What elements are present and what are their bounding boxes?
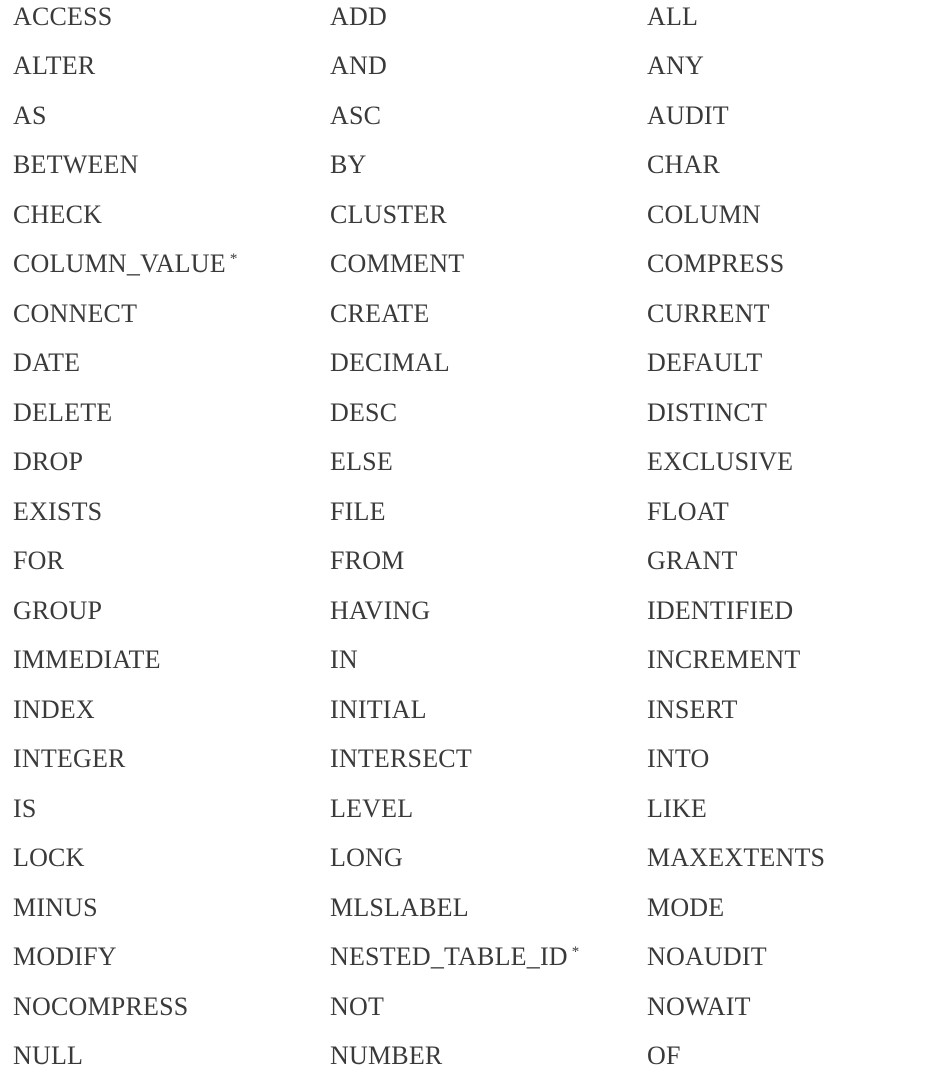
reserved-word: INTO xyxy=(647,744,709,773)
reserved-word: COLUMN_VALUE xyxy=(13,249,226,278)
word-row xyxy=(13,982,923,1032)
reserved-word-cell xyxy=(330,438,647,488)
reserved-word: NESTED_TABLE_ID xyxy=(330,942,568,971)
reserved-word: LONG xyxy=(330,843,403,872)
word-row xyxy=(13,240,923,290)
reserved-word: DATE xyxy=(13,348,80,377)
reserved-words-table xyxy=(13,0,923,1081)
reserved-word: INSERT xyxy=(647,695,738,724)
reserved-word-cell xyxy=(13,388,330,438)
reserved-word: NOCOMPRESS xyxy=(13,992,188,1021)
reserved-word: FOR xyxy=(13,546,64,575)
reserved-word: AND xyxy=(330,51,387,80)
word-row xyxy=(13,141,923,191)
reserved-word: IDENTIFIED xyxy=(647,596,793,625)
reserved-word-cell xyxy=(647,685,923,735)
reserved-word: DECIMAL xyxy=(330,348,450,377)
reserved-word-cell xyxy=(330,685,647,735)
reserved-word-cell xyxy=(647,1032,923,1081)
reserved-word: MINUS xyxy=(13,893,98,922)
reserved-word: COLUMN xyxy=(647,200,761,229)
reserved-word: OF xyxy=(647,1041,681,1070)
reserved-word-cell xyxy=(13,933,330,983)
word-row xyxy=(13,1032,923,1081)
reserved-word-cell xyxy=(330,487,647,537)
reserved-word-cell xyxy=(330,1032,647,1081)
reserved-word-cell xyxy=(330,240,647,290)
word-row xyxy=(13,438,923,488)
reserved-word: MODIFY xyxy=(13,942,117,971)
reserved-word-cell xyxy=(330,91,647,141)
reserved-word: DISTINCT xyxy=(647,398,767,427)
reserved-word: CONNECT xyxy=(13,299,137,328)
reserved-word: EXCLUSIVE xyxy=(647,447,793,476)
reserved-word-cell xyxy=(330,42,647,92)
reserved-word: COMPRESS xyxy=(647,249,784,278)
reserved-word-cell xyxy=(647,784,923,834)
reserved-word: NULL xyxy=(13,1041,83,1070)
word-row xyxy=(13,388,923,438)
reserved-word: NUMBER xyxy=(330,1041,442,1070)
reserved-word-cell xyxy=(647,735,923,785)
reserved-word: LIKE xyxy=(647,794,707,823)
reserved-word-cell xyxy=(13,784,330,834)
reserved-word: EXISTS xyxy=(13,497,102,526)
reserved-word-cell xyxy=(647,636,923,686)
reserved-word: LEVEL xyxy=(330,794,413,823)
reserved-word-cell xyxy=(13,0,330,42)
word-row xyxy=(13,537,923,587)
reserved-word: GROUP xyxy=(13,596,102,625)
reserved-word-cell xyxy=(647,289,923,339)
reserved-word-cell xyxy=(13,42,330,92)
reserved-word: INDEX xyxy=(13,695,95,724)
reserved-word-cell xyxy=(13,487,330,537)
reserved-word-cell xyxy=(13,982,330,1032)
reserved-word: ANY xyxy=(647,51,704,80)
word-row xyxy=(13,784,923,834)
reserved-word-cell xyxy=(13,339,330,389)
reserved-word: FILE xyxy=(330,497,386,526)
reserved-word-cell xyxy=(13,537,330,587)
word-row xyxy=(13,42,923,92)
reserved-word: ACCESS xyxy=(13,2,112,31)
reserved-word: IS xyxy=(13,794,37,823)
reserved-word: AS xyxy=(13,101,47,130)
reserved-word-cell xyxy=(13,141,330,191)
reserved-word: MAXEXTENTS xyxy=(647,843,825,872)
reserved-word-cell xyxy=(647,42,923,92)
reserved-word-cell xyxy=(330,289,647,339)
reserved-word: HAVING xyxy=(330,596,430,625)
reserved-word: LOCK xyxy=(13,843,85,872)
reserved-word: INTEGER xyxy=(13,744,126,773)
reserved-word: BETWEEN xyxy=(13,150,139,179)
reserved-word-cell xyxy=(647,0,923,42)
reserved-word-cell xyxy=(13,586,330,636)
word-row xyxy=(13,339,923,389)
reserved-word: CURRENT xyxy=(647,299,770,328)
reserved-word: GRANT xyxy=(647,546,738,575)
reserved-words-body xyxy=(13,0,923,1081)
reserved-word: IN xyxy=(330,645,358,674)
reserved-word-cell xyxy=(330,982,647,1032)
word-row xyxy=(13,834,923,884)
reserved-word-cell xyxy=(330,388,647,438)
reserved-word-cell xyxy=(647,438,923,488)
reserved-word: INITIAL xyxy=(330,695,427,724)
reserved-word: NOWAIT xyxy=(647,992,751,1021)
reserved-word: CREATE xyxy=(330,299,429,328)
reserved-word: MODE xyxy=(647,893,724,922)
reserved-word-cell xyxy=(330,784,647,834)
reserved-word-cell xyxy=(13,438,330,488)
reserved-word-cell xyxy=(13,190,330,240)
reserved-word-cell xyxy=(647,240,923,290)
reserved-word-cell xyxy=(647,834,923,884)
word-row xyxy=(13,487,923,537)
reserved-word-cell xyxy=(330,933,647,983)
reserved-word-cell xyxy=(647,883,923,933)
reserved-word-cell xyxy=(13,685,330,735)
reserved-word-cell xyxy=(330,636,647,686)
reserved-word: CHAR xyxy=(647,150,720,179)
reserved-word-cell xyxy=(330,834,647,884)
word-row xyxy=(13,586,923,636)
reserved-word-cell xyxy=(647,339,923,389)
word-row xyxy=(13,636,923,686)
reserved-word-cell xyxy=(330,586,647,636)
word-row xyxy=(13,735,923,785)
reserved-word-cell xyxy=(330,339,647,389)
reserved-word-cell xyxy=(647,388,923,438)
reserved-word: DEFAULT xyxy=(647,348,763,377)
reserved-word-cell xyxy=(330,0,647,42)
reserved-word-cell xyxy=(13,636,330,686)
footnote-asterisk: * xyxy=(230,251,238,267)
reserved-word-cell xyxy=(330,883,647,933)
reserved-word-cell xyxy=(330,537,647,587)
reserved-word: COMMENT xyxy=(330,249,464,278)
reserved-word: MLSLABEL xyxy=(330,893,469,922)
reserved-word-cell xyxy=(13,240,330,290)
word-row xyxy=(13,933,923,983)
word-row xyxy=(13,91,923,141)
reserved-word-cell xyxy=(647,91,923,141)
reserved-word: FROM xyxy=(330,546,405,575)
reserved-word-cell xyxy=(647,982,923,1032)
reserved-word: INTERSECT xyxy=(330,744,472,773)
reserved-word-cell xyxy=(13,735,330,785)
reserved-word: DESC xyxy=(330,398,397,427)
reserved-word-cell xyxy=(647,487,923,537)
reserved-word-cell xyxy=(647,586,923,636)
reserved-word-cell xyxy=(13,91,330,141)
word-row xyxy=(13,190,923,240)
reserved-word: INCREMENT xyxy=(647,645,800,674)
reserved-word-cell xyxy=(647,933,923,983)
reserved-word-cell xyxy=(647,141,923,191)
reserved-word: ALTER xyxy=(13,51,95,80)
reserved-word-cell xyxy=(330,735,647,785)
footnote-asterisk: * xyxy=(572,944,580,960)
reserved-word: DELETE xyxy=(13,398,112,427)
reserved-word-cell xyxy=(13,289,330,339)
reserved-word: BY xyxy=(330,150,367,179)
reserved-word: ELSE xyxy=(330,447,393,476)
reserved-word: NOT xyxy=(330,992,384,1021)
reserved-word: ASC xyxy=(330,101,381,130)
word-row xyxy=(13,0,923,42)
reserved-word-cell xyxy=(13,883,330,933)
reserved-word-cell xyxy=(330,141,647,191)
word-row xyxy=(13,289,923,339)
word-row xyxy=(13,685,923,735)
reserved-word: DROP xyxy=(13,447,83,476)
reserved-word: CHECK xyxy=(13,200,102,229)
reserved-word-cell xyxy=(13,1032,330,1081)
reserved-word: ADD xyxy=(330,2,387,31)
reserved-word-cell xyxy=(13,834,330,884)
reserved-word-cell xyxy=(647,537,923,587)
reserved-word-cell xyxy=(330,190,647,240)
reserved-word-cell xyxy=(647,190,923,240)
reserved-word: NOAUDIT xyxy=(647,942,767,971)
reserved-word: CLUSTER xyxy=(330,200,447,229)
word-row xyxy=(13,883,923,933)
reserved-word: ALL xyxy=(647,2,698,31)
reserved-word: IMMEDIATE xyxy=(13,645,161,674)
reserved-word: AUDIT xyxy=(647,101,729,130)
reserved-word: FLOAT xyxy=(647,497,729,526)
